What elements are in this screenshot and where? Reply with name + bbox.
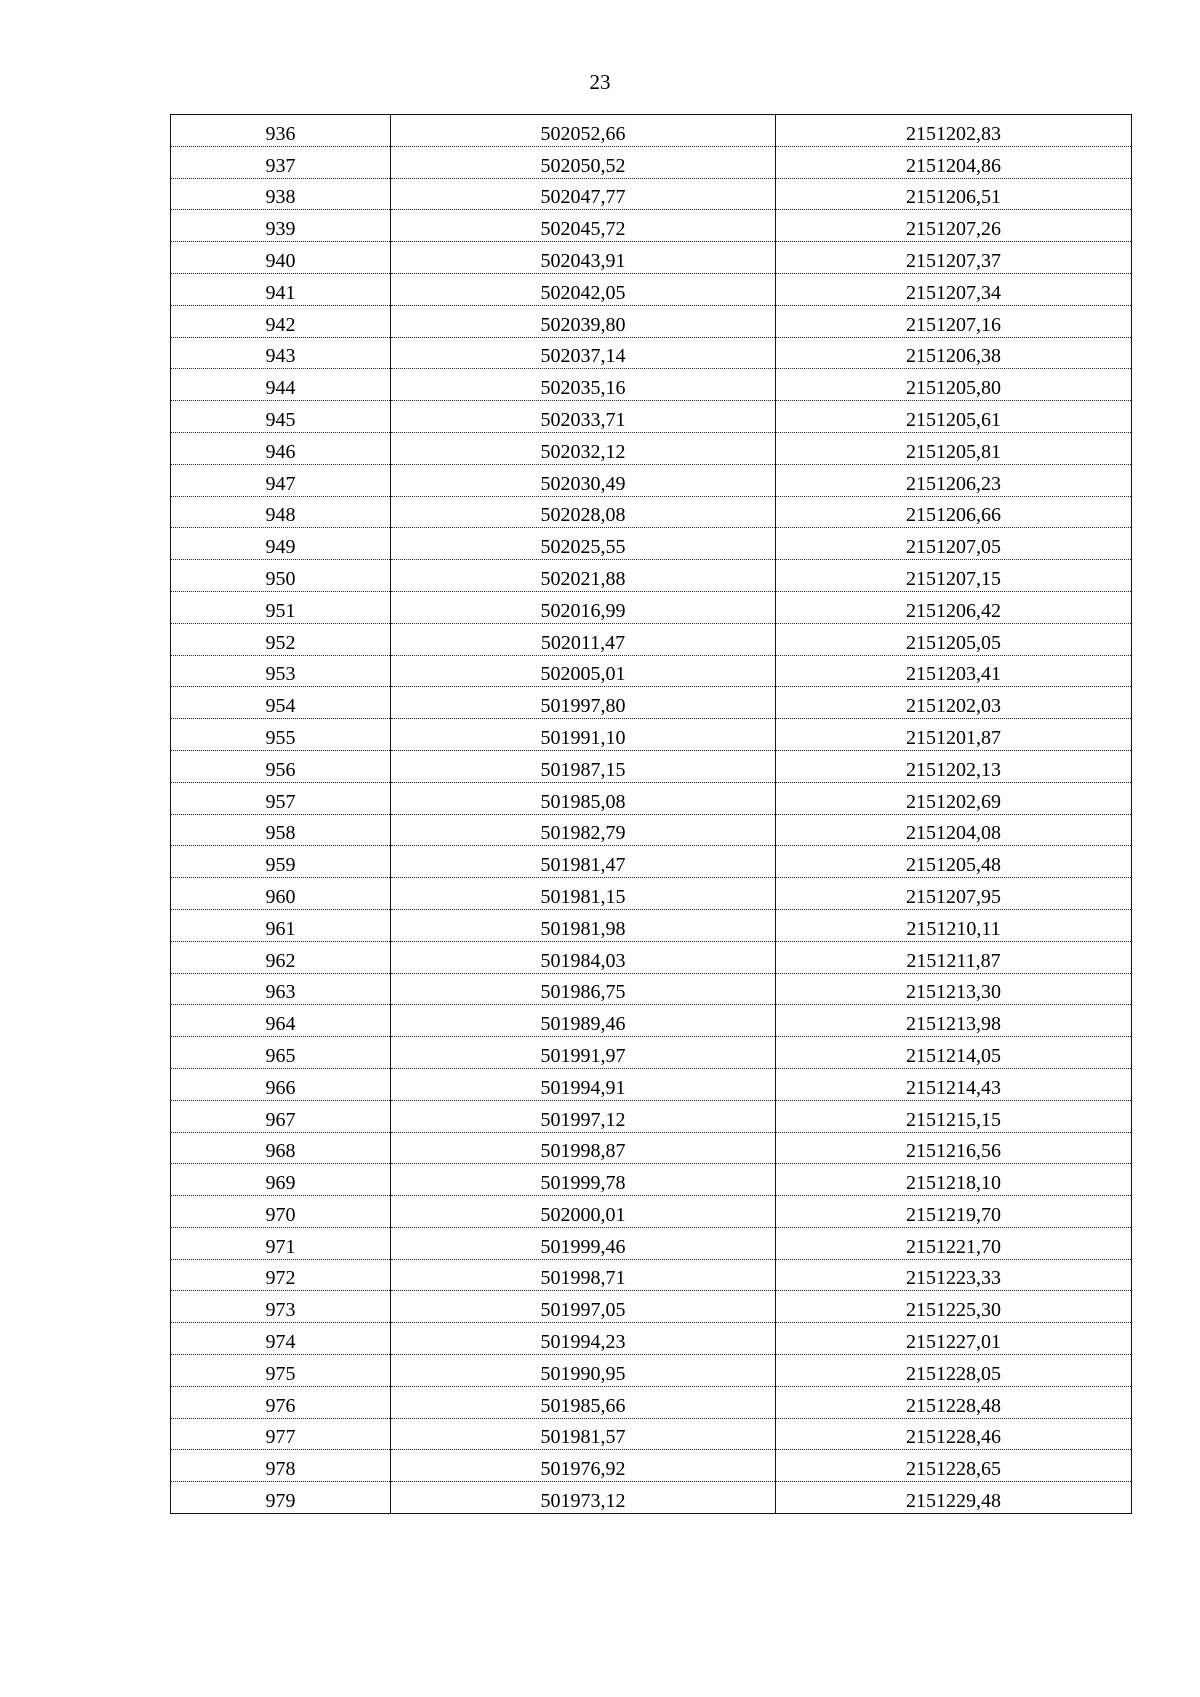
point-number-cell: 961	[171, 909, 391, 941]
x-coordinate-cell: 502039,80	[391, 305, 776, 337]
table-row	[171, 337, 1132, 369]
y-coordinate-cell: 2151206,42	[776, 591, 1132, 623]
point-number-cell: 939	[171, 210, 391, 242]
table-row	[171, 305, 1132, 337]
point-number-cell: 954	[171, 687, 391, 719]
y-coordinate-cell: 2151214,43	[776, 1068, 1132, 1100]
table-row	[171, 1005, 1132, 1037]
y-coordinate-cell: 2151228,65	[776, 1450, 1132, 1482]
table-row	[171, 782, 1132, 814]
table-row	[171, 1164, 1132, 1196]
y-coordinate-cell: 2151221,70	[776, 1227, 1132, 1259]
y-coordinate-cell: 2151207,15	[776, 560, 1132, 592]
x-coordinate-cell: 501999,46	[391, 1227, 776, 1259]
table-row	[171, 1355, 1132, 1387]
y-coordinate-cell: 2151206,23	[776, 464, 1132, 496]
table-row	[171, 146, 1132, 178]
x-coordinate-cell: 501994,23	[391, 1323, 776, 1355]
table-row	[171, 1068, 1132, 1100]
y-coordinate-cell: 2151216,56	[776, 1132, 1132, 1164]
y-coordinate-cell: 2151202,69	[776, 782, 1132, 814]
x-coordinate-cell: 502021,88	[391, 560, 776, 592]
point-number-cell: 976	[171, 1386, 391, 1418]
x-coordinate-cell: 502028,08	[391, 496, 776, 528]
table-row	[171, 464, 1132, 496]
x-coordinate-cell: 501981,15	[391, 878, 776, 910]
x-coordinate-cell: 502025,55	[391, 528, 776, 560]
point-number-cell: 968	[171, 1132, 391, 1164]
x-coordinate-cell: 502035,16	[391, 369, 776, 401]
table-row	[171, 496, 1132, 528]
y-coordinate-cell: 2151207,34	[776, 273, 1132, 305]
y-coordinate-cell: 2151227,01	[776, 1323, 1132, 1355]
y-coordinate-cell: 2151201,87	[776, 719, 1132, 751]
point-number-cell: 962	[171, 941, 391, 973]
y-coordinate-cell: 2151218,10	[776, 1164, 1132, 1196]
x-coordinate-cell: 502000,01	[391, 1196, 776, 1228]
y-coordinate-cell: 2151206,66	[776, 496, 1132, 528]
y-coordinate-cell: 2151207,16	[776, 305, 1132, 337]
point-number-cell: 977	[171, 1418, 391, 1450]
table-row	[171, 909, 1132, 941]
x-coordinate-cell: 502043,91	[391, 242, 776, 274]
table-row	[171, 369, 1132, 401]
x-coordinate-cell: 502032,12	[391, 432, 776, 464]
point-number-cell: 966	[171, 1068, 391, 1100]
point-number-cell: 975	[171, 1355, 391, 1387]
x-coordinate-cell: 501989,46	[391, 1005, 776, 1037]
x-coordinate-cell: 501997,80	[391, 687, 776, 719]
y-coordinate-cell: 2151211,87	[776, 941, 1132, 973]
table-row	[171, 1037, 1132, 1069]
table-row	[171, 1450, 1132, 1482]
y-coordinate-cell: 2151219,70	[776, 1196, 1132, 1228]
point-number-cell: 947	[171, 464, 391, 496]
x-coordinate-cell: 501998,71	[391, 1259, 776, 1291]
point-number-cell: 970	[171, 1196, 391, 1228]
y-coordinate-cell: 2151205,81	[776, 432, 1132, 464]
x-coordinate-cell: 501982,79	[391, 814, 776, 846]
x-coordinate-cell: 501999,78	[391, 1164, 776, 1196]
table-row	[171, 560, 1132, 592]
point-number-cell: 941	[171, 273, 391, 305]
y-coordinate-cell: 2151207,26	[776, 210, 1132, 242]
x-coordinate-cell: 502045,72	[391, 210, 776, 242]
x-coordinate-cell: 501985,66	[391, 1386, 776, 1418]
point-number-cell: 969	[171, 1164, 391, 1196]
table-row	[171, 623, 1132, 655]
table-row	[171, 273, 1132, 305]
y-coordinate-cell: 2151204,08	[776, 814, 1132, 846]
point-number-cell: 951	[171, 591, 391, 623]
coordinates-table	[170, 114, 1132, 1514]
point-number-cell: 942	[171, 305, 391, 337]
table-row	[171, 432, 1132, 464]
x-coordinate-cell: 502005,01	[391, 655, 776, 687]
y-coordinate-cell: 2151207,95	[776, 878, 1132, 910]
coordinates-table-body	[171, 115, 1132, 1514]
table-row	[171, 1386, 1132, 1418]
table-row	[171, 1196, 1132, 1228]
table-row	[171, 1132, 1132, 1164]
x-coordinate-cell: 501991,97	[391, 1037, 776, 1069]
y-coordinate-cell: 2151213,30	[776, 973, 1132, 1005]
table-row	[171, 1100, 1132, 1132]
point-number-cell: 971	[171, 1227, 391, 1259]
table-row	[171, 591, 1132, 623]
y-coordinate-cell: 2151228,05	[776, 1355, 1132, 1387]
x-coordinate-cell: 501987,15	[391, 750, 776, 782]
y-coordinate-cell: 2151207,05	[776, 528, 1132, 560]
x-coordinate-cell: 502047,77	[391, 178, 776, 210]
y-coordinate-cell: 2151205,61	[776, 401, 1132, 433]
point-number-cell: 972	[171, 1259, 391, 1291]
y-coordinate-cell: 2151205,05	[776, 623, 1132, 655]
point-number-cell: 955	[171, 719, 391, 751]
point-number-cell: 937	[171, 146, 391, 178]
y-coordinate-cell: 2151202,13	[776, 750, 1132, 782]
x-coordinate-cell: 501990,95	[391, 1355, 776, 1387]
x-coordinate-cell: 501981,98	[391, 909, 776, 941]
x-coordinate-cell: 501985,08	[391, 782, 776, 814]
y-coordinate-cell: 2151202,83	[776, 115, 1132, 147]
y-coordinate-cell: 2151228,46	[776, 1418, 1132, 1450]
table-row	[171, 655, 1132, 687]
table-row	[171, 1259, 1132, 1291]
point-number-cell: 957	[171, 782, 391, 814]
table-row	[171, 814, 1132, 846]
point-number-cell: 956	[171, 750, 391, 782]
table-row	[171, 941, 1132, 973]
table-row	[171, 210, 1132, 242]
point-number-cell: 958	[171, 814, 391, 846]
point-number-cell: 949	[171, 528, 391, 560]
y-coordinate-cell: 2151207,37	[776, 242, 1132, 274]
y-coordinate-cell: 2151215,15	[776, 1100, 1132, 1132]
point-number-cell: 945	[171, 401, 391, 433]
table-row	[171, 115, 1132, 147]
x-coordinate-cell: 501976,92	[391, 1450, 776, 1482]
x-coordinate-cell: 501973,12	[391, 1482, 776, 1514]
point-number-cell: 953	[171, 655, 391, 687]
y-coordinate-cell: 2151214,05	[776, 1037, 1132, 1069]
point-number-cell: 959	[171, 846, 391, 878]
y-coordinate-cell: 2151205,48	[776, 846, 1132, 878]
table-row	[171, 242, 1132, 274]
y-coordinate-cell: 2151203,41	[776, 655, 1132, 687]
y-coordinate-cell: 2151206,38	[776, 337, 1132, 369]
point-number-cell: 938	[171, 178, 391, 210]
x-coordinate-cell: 502030,49	[391, 464, 776, 496]
y-coordinate-cell: 2151205,80	[776, 369, 1132, 401]
table-row	[171, 750, 1132, 782]
point-number-cell: 946	[171, 432, 391, 464]
table-row	[171, 1291, 1132, 1323]
point-number-cell: 950	[171, 560, 391, 592]
point-number-cell: 967	[171, 1100, 391, 1132]
table-row	[171, 878, 1132, 910]
table-row	[171, 178, 1132, 210]
y-coordinate-cell: 2151202,03	[776, 687, 1132, 719]
table-row	[171, 401, 1132, 433]
x-coordinate-cell: 502011,47	[391, 623, 776, 655]
y-coordinate-cell: 2151229,48	[776, 1482, 1132, 1514]
x-coordinate-cell: 501994,91	[391, 1068, 776, 1100]
x-coordinate-cell: 502042,05	[391, 273, 776, 305]
point-number-cell: 964	[171, 1005, 391, 1037]
point-number-cell: 974	[171, 1323, 391, 1355]
x-coordinate-cell: 501981,47	[391, 846, 776, 878]
y-coordinate-cell: 2151225,30	[776, 1291, 1132, 1323]
table-row	[171, 719, 1132, 751]
table-row	[171, 528, 1132, 560]
y-coordinate-cell: 2151204,86	[776, 146, 1132, 178]
x-coordinate-cell: 502016,99	[391, 591, 776, 623]
page-number: 23	[589, 70, 611, 94]
x-coordinate-cell: 501997,12	[391, 1100, 776, 1132]
x-coordinate-cell: 502050,52	[391, 146, 776, 178]
point-number-cell: 936	[171, 115, 391, 147]
point-number-cell: 973	[171, 1291, 391, 1323]
y-coordinate-cell: 2151223,33	[776, 1259, 1132, 1291]
y-coordinate-cell: 2151228,48	[776, 1386, 1132, 1418]
point-number-cell: 940	[171, 242, 391, 274]
x-coordinate-cell: 501986,75	[391, 973, 776, 1005]
y-coordinate-cell: 2151206,51	[776, 178, 1132, 210]
point-number-cell: 965	[171, 1037, 391, 1069]
point-number-cell: 963	[171, 973, 391, 1005]
table-row	[171, 973, 1132, 1005]
table-row	[171, 1323, 1132, 1355]
x-coordinate-cell: 501998,87	[391, 1132, 776, 1164]
table-row	[171, 1227, 1132, 1259]
x-coordinate-cell: 501981,57	[391, 1418, 776, 1450]
point-number-cell: 943	[171, 337, 391, 369]
point-number-cell: 960	[171, 878, 391, 910]
x-coordinate-cell: 501984,03	[391, 941, 776, 973]
table-row	[171, 1482, 1132, 1514]
x-coordinate-cell: 501991,10	[391, 719, 776, 751]
x-coordinate-cell: 502052,66	[391, 115, 776, 147]
point-number-cell: 948	[171, 496, 391, 528]
point-number-cell: 952	[171, 623, 391, 655]
x-coordinate-cell: 501997,05	[391, 1291, 776, 1323]
table-row	[171, 1418, 1132, 1450]
y-coordinate-cell: 2151213,98	[776, 1005, 1132, 1037]
point-number-cell: 978	[171, 1450, 391, 1482]
table-row	[171, 687, 1132, 719]
table-row	[171, 846, 1132, 878]
point-number-cell: 979	[171, 1482, 391, 1514]
point-number-cell: 944	[171, 369, 391, 401]
y-coordinate-cell: 2151210,11	[776, 909, 1132, 941]
x-coordinate-cell: 502037,14	[391, 337, 776, 369]
x-coordinate-cell: 502033,71	[391, 401, 776, 433]
